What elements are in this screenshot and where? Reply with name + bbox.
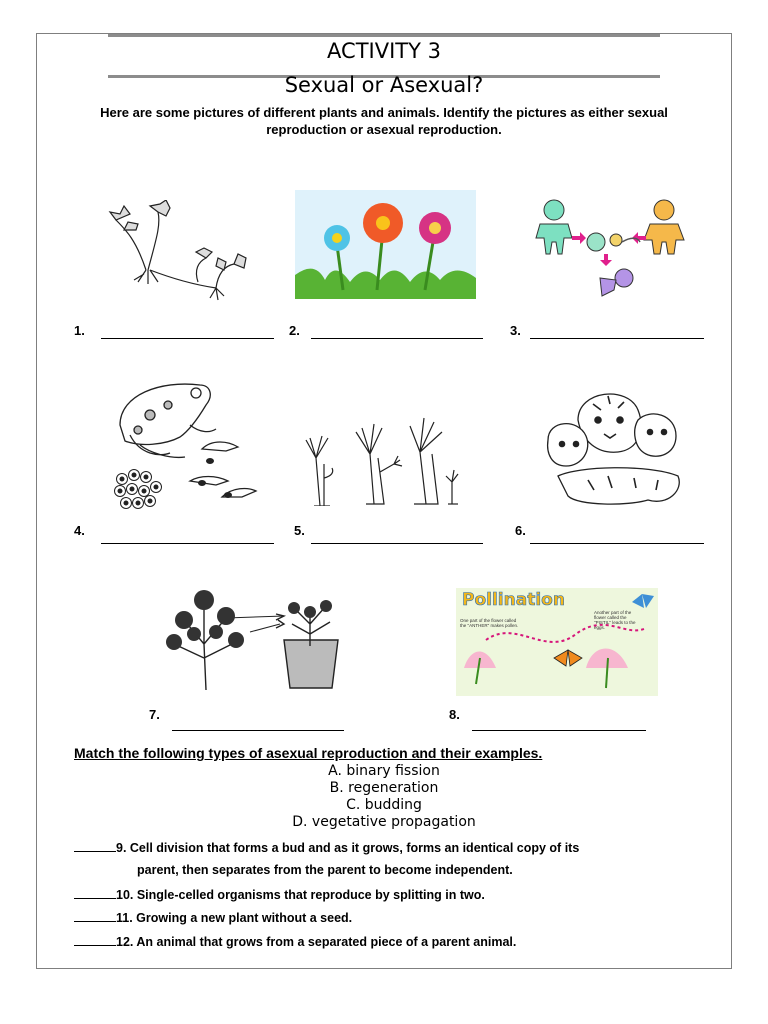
instructions-line-2: reproduction or asexual reproduction. (266, 122, 502, 137)
instructions (70, 104, 698, 138)
flowers-icon (295, 190, 476, 299)
item-2-number: 2. (289, 323, 300, 338)
answer-blank-10[interactable] (74, 886, 116, 899)
answer-blank-9[interactable] (74, 839, 116, 852)
answer-blank-11[interactable] (74, 909, 116, 922)
item-6-number: 6. (515, 523, 526, 538)
activity-subtitle: Sexual or Asexual? (284, 73, 484, 97)
answer-blank-3[interactable] (530, 338, 704, 339)
item-1-number: 1. (74, 323, 85, 338)
question-12-text: 12. An animal that grows from a separated piece of a parent animal. (116, 935, 517, 949)
question-9 (74, 839, 579, 855)
matching-heading: Match the following types of asexual reproduction and their examples. (74, 745, 543, 761)
item-4-number: 4. (74, 523, 85, 538)
option-c: C. budding (346, 797, 422, 813)
answer-blank-4[interactable] (101, 543, 274, 544)
instructions-line-1: Here are some pictures of different plants and animals. Identify the pictures as either sexual (100, 105, 668, 120)
question-9-continued: parent, then separates from the parent to become independent. (137, 863, 513, 877)
pollination-poster-icon (456, 588, 658, 696)
top-rule (108, 34, 660, 37)
option-d: D. vegetative propagation (292, 814, 476, 830)
option-b: B. regeneration (329, 780, 439, 796)
strawberry-runner-icon (106, 200, 254, 304)
human-reproduction-icon (528, 198, 692, 302)
answer-blank-12[interactable] (74, 933, 116, 946)
tiger-family-icon (538, 380, 688, 510)
item-8-number: 8. (449, 707, 460, 722)
answer-blank-1[interactable] (101, 338, 274, 339)
answer-blank-6[interactable] (530, 543, 704, 544)
frog-lifecycle-icon (110, 375, 260, 511)
item-5-number: 5. (294, 523, 305, 538)
answer-blank-7[interactable] (172, 730, 344, 731)
activity-title: ACTIVITY 3 (327, 39, 441, 63)
poster-pistil-text: Another part of the flower called the "PISTIL" leads to the eggs. (594, 610, 636, 630)
hydra-budding-icon (302, 398, 470, 506)
answer-blank-5[interactable] (311, 543, 483, 544)
question-11 (74, 909, 352, 925)
option-a: A. binary fission (328, 763, 440, 779)
answer-blank-2[interactable] (311, 338, 483, 339)
question-9-text: 9. Cell division that forms a bud and as it grows, forms an identical copy of its (116, 841, 580, 855)
answer-blank-8[interactable] (472, 730, 646, 731)
item-3-number: 3. (510, 323, 521, 338)
poster-title: Pollination (462, 590, 565, 610)
plant-cutting-icon (154, 584, 340, 694)
question-11-text: 11. Growing a new plant without a seed. (116, 911, 353, 925)
item-7-number: 7. (149, 707, 160, 722)
question-10 (74, 886, 485, 902)
poster-anther-text: One part of the flower called the "ANTHER" makes pollen. (460, 618, 519, 628)
question-12 (74, 933, 516, 949)
question-10-text: 10. Single-celled organisms that reproduce by splitting in two. (116, 888, 485, 902)
